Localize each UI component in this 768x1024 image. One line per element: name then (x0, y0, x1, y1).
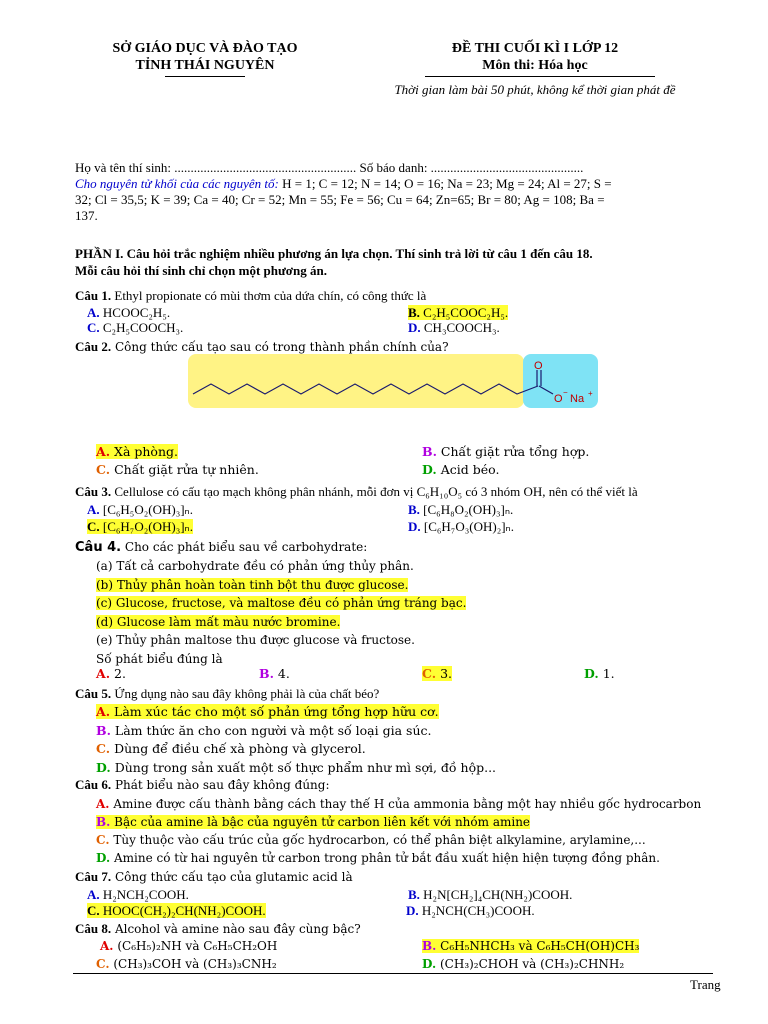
atomic-masses (75, 176, 715, 224)
q7-option-b[interactable]: B. H₂N[CH₂]₄CH(NH₂)COOH. (408, 887, 573, 902)
question-3 (75, 484, 715, 500)
q7-text: Công thức cấu tạo của glutamic acid là (111, 870, 353, 884)
q3-option-d[interactable]: D. [C₆H₇O₃(OH)₂]ₙ. (408, 519, 514, 534)
q1-option-d[interactable]: D. CH₃COOCH₃. (408, 320, 500, 335)
q3-text: Cellulose có cấu tạo mạch không phân nhánh, mỗi đơn vị C₆H₁₀O₅ có 3 nhóm OH, nên có thể viết là (111, 484, 638, 499)
q5-option-c[interactable]: C. Dùng để điều chế xà phòng và glycerol. (96, 741, 366, 756)
q7-number: Câu 7. (75, 869, 112, 884)
q2-option-d[interactable]: D. Acid béo. (422, 462, 500, 477)
q8-option-a[interactable]: A. (C₆H₅)₂NH và C₆H₅CH₂OH (100, 939, 278, 953)
question-7 (75, 869, 353, 885)
question-5 (75, 686, 379, 702)
q7-option-c[interactable]: C. HOOC(CH₂)₂CH(NH₂)COOH. (87, 903, 266, 918)
q6-number: Câu 6. (75, 777, 112, 792)
q6-option-d[interactable]: D. Amine có từ hai nguyên tử carbon trong phân tử bắt đầu xuất hiện hiện tượng đồng phân. (96, 851, 660, 865)
q8-option-d[interactable]: D. (CH₃)₂CHOH và (CH₃)₂CHNH₂ (422, 957, 625, 971)
q8-text: Alcohol và amine nào sau đây cùng bậc? (111, 922, 361, 936)
q4-number: Câu 4. (75, 540, 122, 555)
q6-option-a[interactable]: A. Amine được cấu thành bằng cách thay thế H của ammonia bằng một hay nhiều gốc hydrocarbon (96, 797, 702, 811)
q8-option-c[interactable]: C. (CH₃)₃COH và (CH₃)₃CNH₂ (96, 957, 277, 971)
q4-statements (96, 557, 466, 668)
sodium-ion: Na (570, 393, 585, 405)
q8-option-b[interactable]: B. C₆H₅NHCH₃ và C₆H₅CH(OH)CH₃ (422, 939, 640, 953)
q4-option-c[interactable]: C. 3. (422, 666, 453, 681)
part1-line1: PHẦN I. Câu hỏi trắc nghiệm nhiều phương án lựa chọn. Thí sinh trả lời từ câu 1 đến câu 18. (75, 246, 593, 261)
q6-option-c[interactable]: C. Tùy thuộc vào cấu trúc của gốc hydrocarbon, có thể phân biệt alkylamine, arylamine,... (96, 833, 646, 847)
part1-line2: Mỗi câu hỏi thí sinh chỉ chọn một phương án. (75, 263, 327, 278)
header-right-underline (425, 76, 655, 77)
q2-option-b[interactable]: B. Chất giặt rửa tổng hợp. (422, 444, 590, 459)
atomic-values-1: H = 1; C = 12; N = 14; O = 16; Na = 23; Mg = 24; Al = 27; S = (278, 176, 612, 191)
candidate-line: Họ và tên thí sinh: ........................................................ Số báo danh: ............................................... (75, 160, 584, 175)
atomic-intro: Cho nguyên tử khối của các nguyên tố: (75, 176, 279, 191)
header-right (400, 40, 670, 74)
header-left (70, 40, 340, 74)
q6-option-b[interactable]: B. Bậc của amine là bậc của nguyên tử carbon liên kết với nhóm amine (96, 815, 531, 829)
q6-text: Phát biểu nào sau đây không đúng: (111, 778, 330, 792)
dept-name: SỞ GIÁO DỤC VÀ ĐÀO TẠO (112, 41, 298, 56)
q3-option-a[interactable]: A. [C₆H₅O₂(OH)₃]ₙ. (87, 502, 193, 517)
exam-subject: Môn thi: Hóa học (482, 58, 588, 73)
page-label: Trang (690, 977, 721, 992)
q8-number: Câu 8. (75, 921, 112, 936)
q1-option-c[interactable]: C. C₂H₅COOCH₃. (87, 320, 184, 335)
q4-statement-e: (e) Thủy phân maltose thu được glucose và fructose. (96, 633, 415, 647)
footer-rule (73, 973, 713, 974)
time-note: Thời gian làm bài 50 phút, không kể thời gian phát đề (394, 82, 676, 97)
q4-count-question: Số phát biểu đúng là (96, 651, 223, 666)
q1-option-b[interactable]: B. C₂H₅COOC₂H₅. (408, 305, 509, 320)
atomic-values-3: 137. (75, 208, 98, 223)
q5-option-a[interactable]: A. Làm xúc tác cho một số phản ứng tổng hợp hữu cơ. (96, 704, 439, 719)
question-8 (75, 921, 361, 937)
q1-option-a[interactable]: A. HCOOC₂H₅. (87, 305, 171, 320)
province-name: TỈNH THÁI NGUYÊN (135, 58, 275, 73)
question-1 (75, 288, 426, 304)
svg-text:−: − (563, 388, 568, 397)
q2-option-c[interactable]: C. Chất giặt rửa tự nhiên. (96, 462, 259, 477)
q5-option-b[interactable]: B. Làm thức ăn cho con người và một số loại gia súc. (96, 722, 432, 738)
q4-statement-c: (c) Glucose, fructose, và maltose đều có phản ứng tráng bạc. (96, 596, 467, 610)
q7-option-a[interactable]: A. H₂NCH₂COOH. (87, 887, 189, 902)
q4-statement-b: (b) Thủy phân hoàn toàn tinh bột thu được glucose. (96, 577, 409, 592)
q2-text: Công thức cấu tạo sau có trong thành phần chính của? (111, 340, 449, 354)
q1-number: Câu 1. (75, 288, 112, 303)
chain-highlight (188, 354, 524, 408)
q5-number: Câu 5. (75, 686, 112, 701)
q3-number: Câu 3. (75, 484, 112, 499)
part1-heading (75, 245, 713, 279)
question-6 (75, 777, 330, 793)
exam-title: ĐỀ THI CUỐI KÌ I LỚP 12 (451, 41, 619, 56)
q4-statement-d: (d) Glucose làm mất màu nước bromine. (96, 614, 341, 629)
atomic-values-2: 32; Cl = 35,5; K = 39; Ca = 40; Cr = 52; Mn = 55; Fe = 56; Cu = 64; Zn=65; Br = 80; Ag = 108; Ba = (75, 192, 605, 207)
header-left-underline (165, 76, 245, 77)
q4-text: Cho các phát biểu sau về carbohydrate: (121, 540, 368, 554)
q5-options (96, 703, 496, 777)
q3-option-c[interactable]: C. [C₆H₇O₂(OH)₃]ₙ. (87, 519, 193, 534)
q4-statement-a: (a) Tất cả carbohydrate đều có phản ứng thủy phân. (96, 559, 414, 573)
fatty-acid-salt-structure (185, 352, 600, 410)
q4-option-b[interactable]: B. 4. (259, 666, 290, 681)
q4-option-a[interactable]: A. 2. (96, 666, 126, 681)
q5-text: Ứng dụng nào sau đây không phải là của chất béo? (111, 686, 380, 701)
q2-option-a[interactable]: A. Xà phòng. (96, 444, 178, 459)
q4-option-d[interactable]: D. 1. (584, 666, 615, 681)
q7-option-d[interactable]: D. H₂NCH(CH₃)COOH. (406, 903, 535, 918)
svg-text:+: + (588, 389, 593, 398)
q2-number: Câu 2. (75, 339, 112, 354)
q1-text: Ethyl propionate có mùi thơm của dứa chín, có công thức là (111, 288, 427, 303)
carbonyl-oxygen: O (534, 360, 543, 372)
q6-options (96, 795, 701, 867)
question-4 (75, 539, 367, 556)
q3-option-b[interactable]: B. [C₆H₈O₂(OH)₃]ₙ. (408, 502, 514, 517)
oxide-oxygen: O (554, 393, 563, 405)
q5-option-d[interactable]: D. Dùng trong sản xuất một số thực phẩm như mì sợi, đồ hộp... (96, 759, 497, 775)
